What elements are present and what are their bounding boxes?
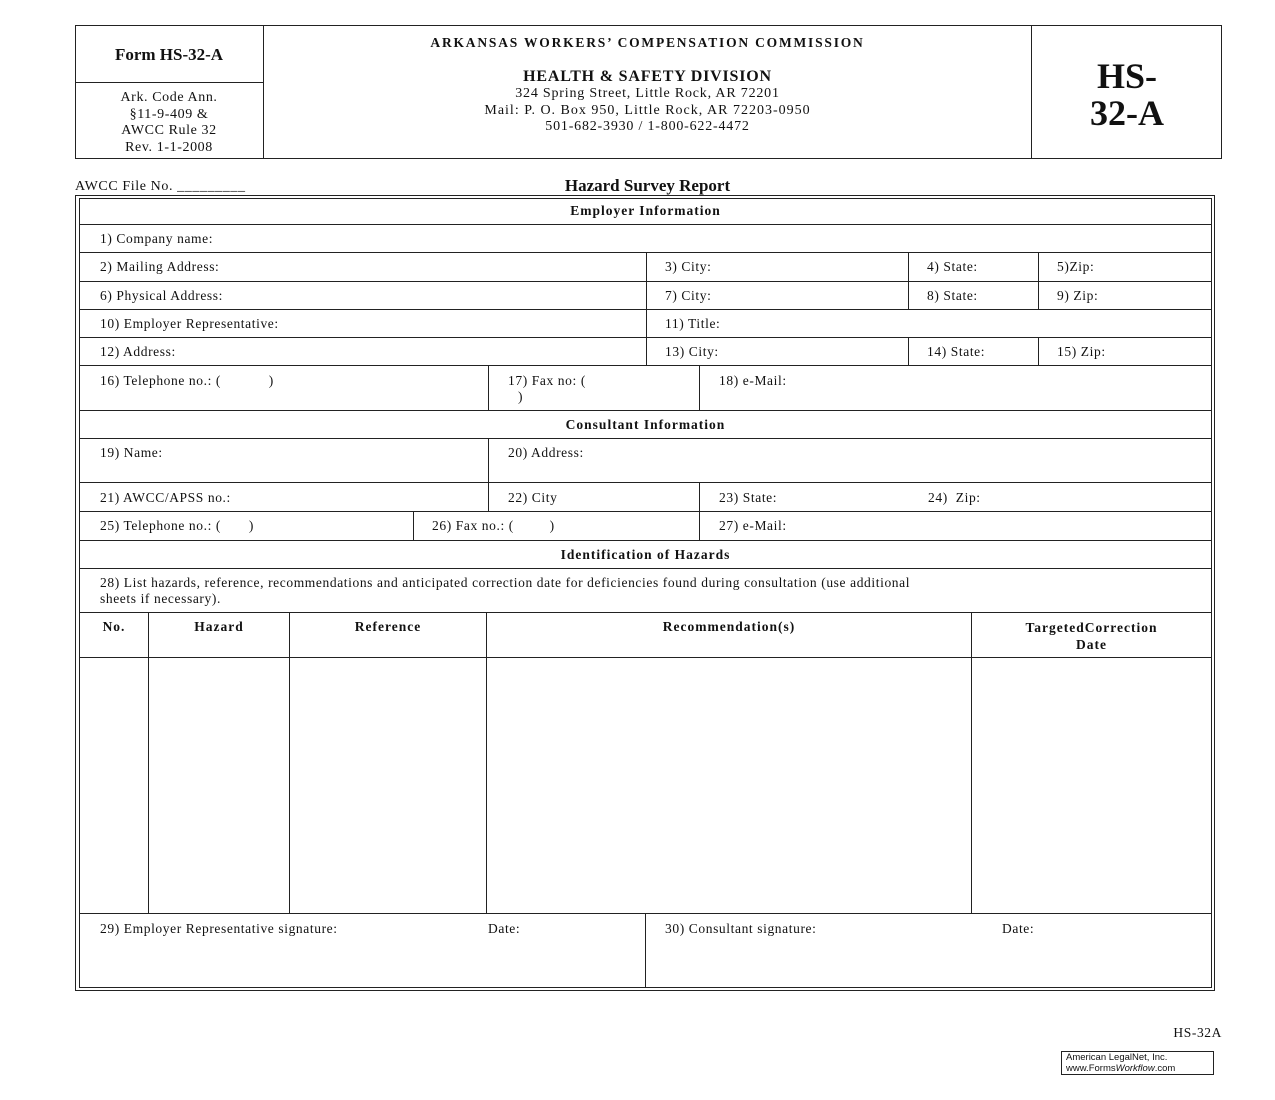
employer-signature-field[interactable]: 29) Employer Representative signature:: [100, 921, 338, 936]
rule: [80, 365, 1211, 366]
form-id: Form HS-32-A: [114, 45, 224, 64]
mailing-state-field[interactable]: 4) State:: [927, 259, 978, 274]
employer-telephone-field[interactable]: 16) Telephone no.: ( ): [100, 373, 274, 388]
column-header-targeted-correction-date: [972, 619, 1211, 653]
consultant-city-field[interactable]: 22) City: [508, 490, 558, 505]
report-title: Hazard Survey Report: [564, 176, 731, 195]
company-name-field[interactable]: 1) Company name:: [100, 231, 214, 246]
rule: [1038, 337, 1039, 365]
consultant-telephone-field[interactable]: 25) Telephone no.: ( ): [100, 518, 254, 533]
employer-fax-line-1: 17) Fax no: (: [508, 373, 586, 388]
rule: [646, 252, 647, 365]
vendor-url-prefix: www.Forms: [1066, 1062, 1116, 1074]
consultant-email-field[interactable]: 27) e-Mail:: [719, 518, 787, 533]
awcc-file-no[interactable]: AWCC File No. _________: [75, 179, 246, 194]
employer-address-field[interactable]: 12) Address:: [100, 344, 176, 359]
physical-address-field[interactable]: 6) Physical Address:: [100, 288, 223, 303]
consultant-address-field[interactable]: 20) Address:: [508, 445, 584, 460]
hazards-instructions-line-2: sheets if necessary).: [100, 591, 221, 606]
consultant-apss-field[interactable]: 21) AWCC/APSS no.:: [100, 490, 231, 505]
footer-form-code: HS-32A: [1173, 1025, 1222, 1040]
division-name: HEALTH & SAFETY DIVISION: [523, 68, 772, 85]
rule: [645, 913, 646, 988]
employer-fax-field[interactable]: [508, 373, 586, 405]
column-header-date: Date: [1076, 637, 1107, 652]
employer-city-field[interactable]: 13) City:: [665, 344, 719, 359]
employer-signature-date[interactable]: Date:: [488, 921, 521, 936]
rule: [80, 540, 1211, 541]
hazards-section-title: Identification of Hazards: [560, 547, 731, 562]
rule: [1038, 252, 1039, 309]
representative-title-field[interactable]: 11) Title:: [665, 316, 721, 331]
consultant-fax-field[interactable]: 26) Fax no.: ( ): [432, 518, 555, 533]
rule: [80, 482, 1211, 483]
rule: [908, 337, 909, 365]
vendor-line-1: American LegalNet, Inc.: [1066, 1052, 1168, 1063]
column-header-targeted-correction: TargetedCorrection: [1025, 620, 1158, 635]
statute-line-1: Ark. Code Ann.: [120, 90, 218, 105]
rule: [699, 482, 700, 540]
employer-representative-field[interactable]: 10) Employer Representative:: [100, 316, 279, 331]
rule: [80, 438, 1211, 439]
hazard-table-body[interactable]: [80, 659, 1211, 912]
rule: [80, 568, 1211, 569]
mailing-city-field[interactable]: 3) City:: [665, 259, 712, 274]
employer-email-field[interactable]: 18) e-Mail:: [719, 373, 787, 388]
consultant-signature-field[interactable]: 30) Consultant signature:: [665, 921, 817, 936]
employer-zip-field[interactable]: 15) Zip:: [1057, 344, 1106, 359]
rule: [80, 612, 1211, 613]
agency-name: ARKANSAS WORKERS’ COMPENSATION COMMISSION: [430, 35, 865, 50]
vendor-line-2: [1066, 1064, 1209, 1075]
consultant-name-field[interactable]: 19) Name:: [100, 445, 163, 460]
statute-line-4: Rev. 1-1-2008: [125, 139, 213, 155]
agency-mail: Mail: P. O. Box 950, Little Rock, AR 72203-0950: [484, 103, 811, 118]
statute-line-2: §11-9-409 &: [129, 106, 209, 122]
rule: [413, 511, 414, 540]
header-form-divider: [75, 82, 264, 83]
form-code-line-1: HS-: [1096, 56, 1157, 96]
employer-fax-line-2: ): [518, 389, 524, 404]
vendor-url-suffix: .com: [1154, 1062, 1176, 1074]
column-header-no: No.: [102, 619, 126, 634]
agency-street: 324 Spring Street, Little Rock, AR 72201: [515, 86, 780, 101]
employer-state-field[interactable]: 14) State:: [927, 344, 986, 359]
rule: [699, 365, 700, 410]
mailing-address-field[interactable]: 2) Mailing Address:: [100, 259, 220, 274]
physical-zip-field[interactable]: 9) Zip:: [1057, 288, 1099, 303]
form-code-line-2: 32-A: [1090, 93, 1164, 133]
vendor-box: [1061, 1051, 1214, 1075]
hazards-instructions-line-1: 28) List hazards, reference, recommendations and anticipated correction date for deficiencies found during consultation (use additional: [100, 575, 911, 590]
rule: [908, 252, 909, 309]
rule: [80, 657, 1211, 658]
rule: [80, 410, 1211, 411]
consultant-state-field[interactable]: 23) State:: [719, 490, 778, 505]
statute-line-3: AWCC Rule 32: [121, 123, 217, 138]
consultant-signature-date[interactable]: Date:: [1002, 921, 1035, 936]
column-header-reference: Reference: [354, 619, 422, 634]
column-header-hazard: Hazard: [194, 619, 244, 634]
mailing-zip-field[interactable]: 5)Zip:: [1057, 259, 1095, 274]
column-header-recommendations: Recommendation(s): [662, 619, 796, 634]
rule: [488, 365, 489, 410]
statute-reference: [75, 90, 263, 156]
form-code-large: [1032, 58, 1222, 132]
hazards-instructions: [100, 575, 910, 607]
rule: [80, 511, 1211, 512]
physical-city-field[interactable]: 7) City:: [665, 288, 712, 303]
consultant-zip-field[interactable]: 24) Zip:: [928, 490, 981, 505]
consultant-section-title: Consultant Information: [565, 417, 726, 432]
rule: [80, 224, 1211, 225]
physical-state-field[interactable]: 8) State:: [927, 288, 978, 303]
agency-phone: 501-682-3930 / 1-800-622-4472: [545, 119, 750, 134]
employer-section-title: Employer Information: [570, 203, 721, 218]
vendor-url-italic: Workflow: [1115, 1062, 1155, 1074]
rule: [488, 438, 489, 511]
